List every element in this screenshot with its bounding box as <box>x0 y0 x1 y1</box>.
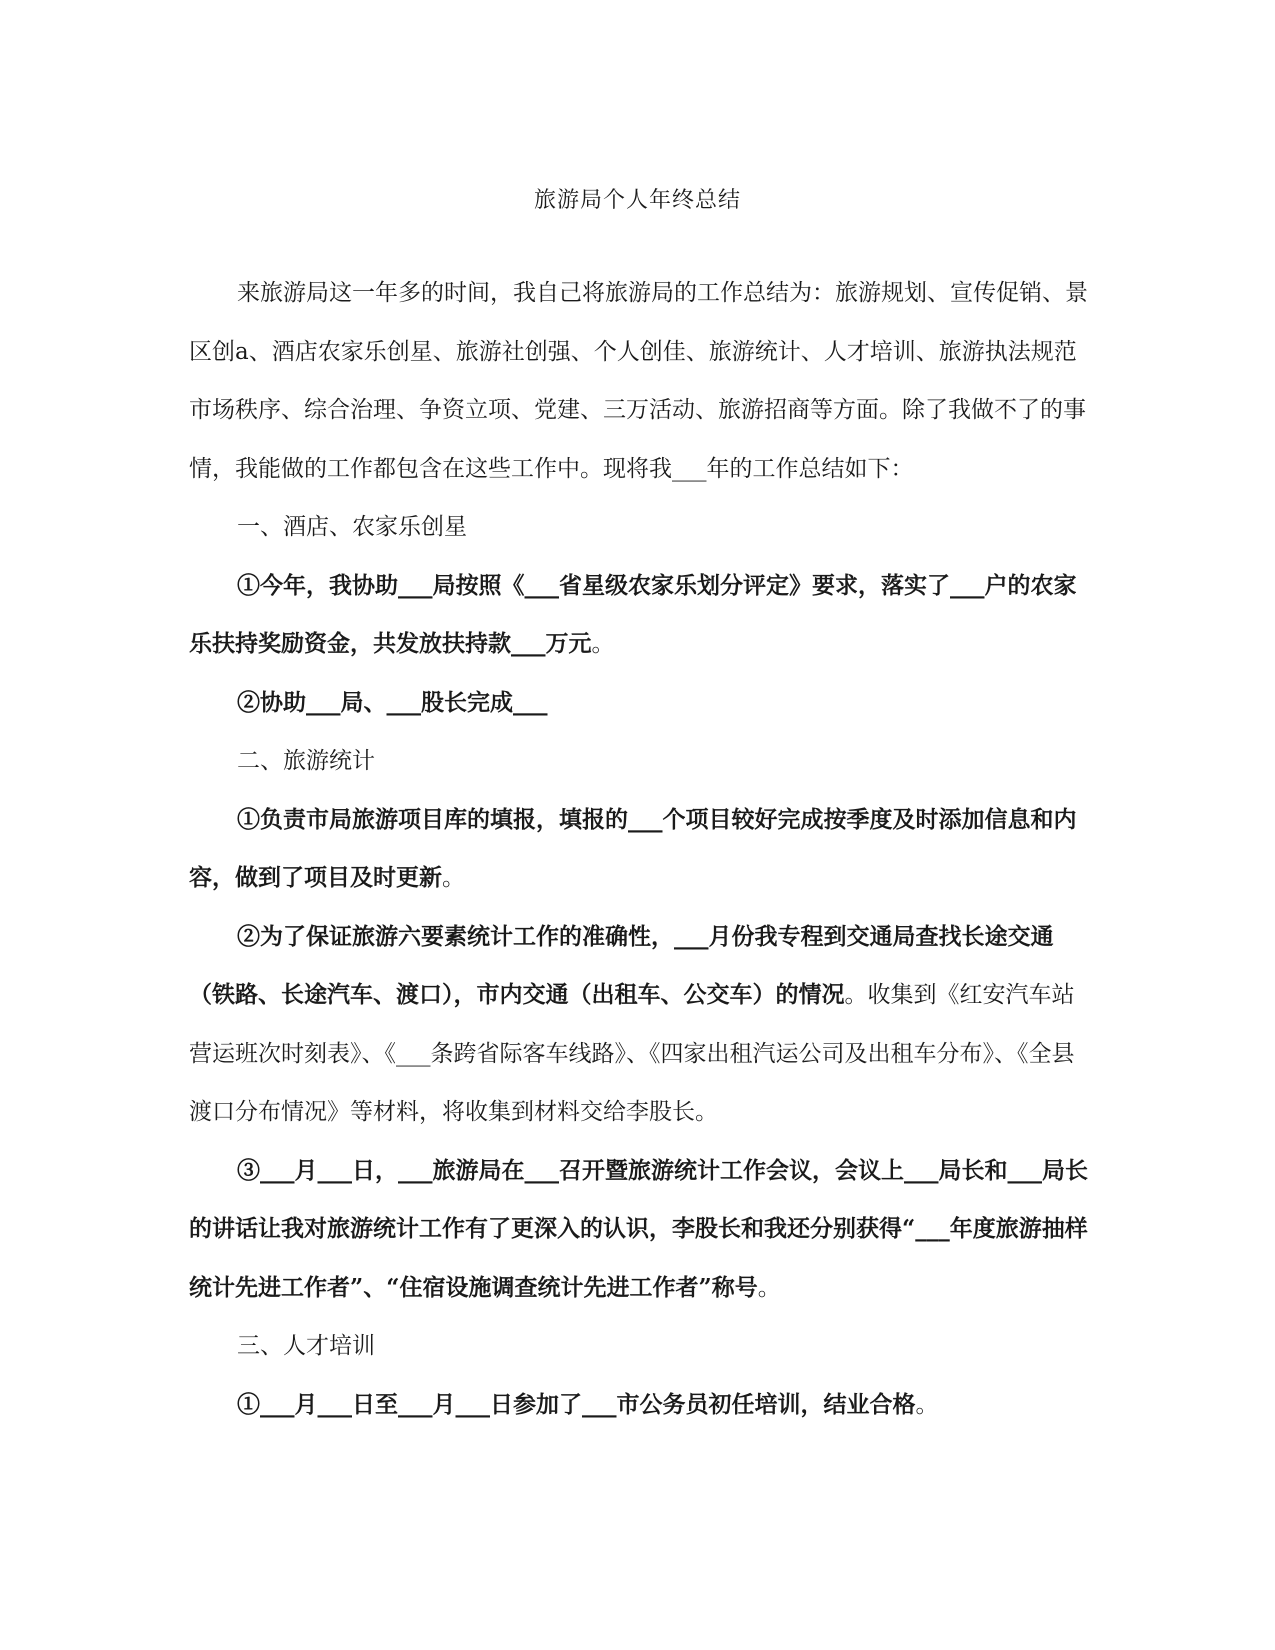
section3-item1-tail: 。 <box>915 1391 939 1418</box>
document-body <box>189 264 1089 1434</box>
section-heading-hotel-rating: 一、酒店、农家乐创星 <box>237 514 467 540</box>
section-heading-talent-training: 三、人才培训 <box>237 1333 375 1359</box>
section1-item1-text: ①今年，我协助___局按照《___省星级农家乐划分评定》要求，落实了___户的农家乐扶持奖励资金，共发放扶持款___万元 <box>189 571 1077 657</box>
section1-item1-tail: 。 <box>591 631 615 657</box>
section2-item3-tail: 。 <box>757 1274 781 1301</box>
section1-item1 <box>189 557 1089 674</box>
section2-item1-text: ①负责市局旅游项目库的填报，填报的___个项目较好完成按季度及时添加信息和内容，做到了项目及时更新 <box>189 805 1077 891</box>
section2-item3-text: ③___月___日，___旅游局在___召开暨旅游统计工作会议，会议上___局长和___局长的讲话让我对旅游统计工作有了更深入的认识，李股长和我还分别获得“___年度旅游抽样统计先进工作者”、“住宿设施调查统计先进工作者”称号 <box>189 1156 1088 1301</box>
document-title: 旅游局个人年终总结 <box>533 188 741 213</box>
section2-item2-tail: 。收集到《红安汽车站营运班次时刻表》、《___条跨省际客车线路》、《四家出租汽运公司及出租车分布》、《全县渡口分布情况》等材料，将收集到材料交给李股长。 <box>189 982 1075 1125</box>
section2-item2 <box>189 908 1089 1142</box>
section1-item2: ②协助___局、___股长完成___ <box>237 688 548 716</box>
section2-item1 <box>189 791 1089 908</box>
section3-item1-text: ①___月___日至___月___日参加了___市公务员初任培训，结业合格 <box>237 1390 916 1418</box>
section2-item3 <box>189 1142 1089 1318</box>
intro-paragraph: 来旅游局这一年多的时间，我自己将旅游局的工作总结为：旅游规划、宣传促销、景区创a、酒店农家乐创星、旅游社创强、个人创佳、旅游统计、人才培训、旅游执法规范市场秩序、综合治理、争资立项、党建、三万活动、旅游招商等方面。除了我做不了的事情，我能做的工作都包含在这些工作中。现将我___年的工作总结如下： <box>189 280 1088 482</box>
section2-item1-tail: 。 <box>442 865 465 891</box>
section2-item2-text: ②为了保证旅游六要素统计工作的准确性，___月份我专程到交通局查找长途交通（铁路、长途汽车、渡口），市内交通（出租车、公交车）的情况 <box>189 922 1054 1008</box>
section3-item1 <box>189 1376 1089 1435</box>
section-heading-tourism-statistics: 二、旅游统计 <box>237 748 375 774</box>
